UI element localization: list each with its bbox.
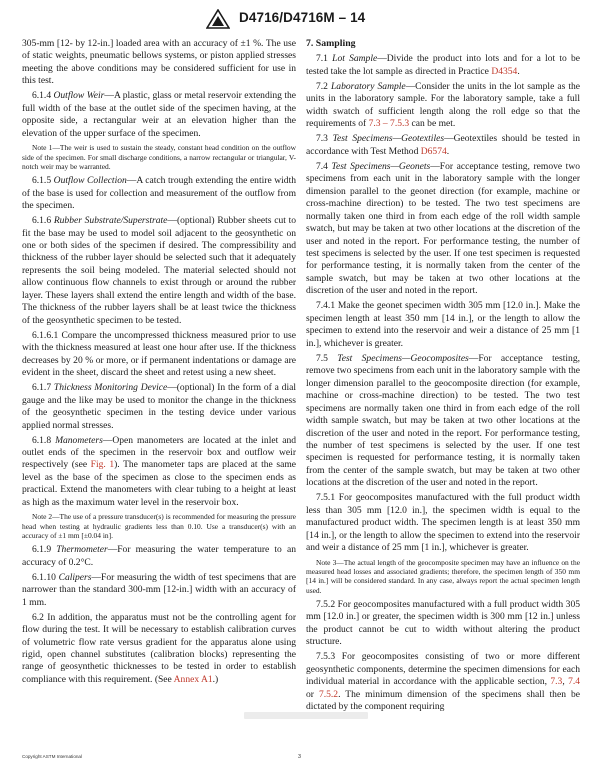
- section-title: Thickness Monitoring Device: [53, 382, 168, 394]
- left-column: [22, 38, 296, 689]
- paragraph-text: —For measuring the water temperature to an accuracy of 0.2°C.: [22, 544, 296, 568]
- paragraph-text: —A plastic, glass or metal reservoir extending the full width of the base at the outlet side of the specimen having, at the opposite side, a rectangular weir at an elevation higher than the elevation of the upper surface of the specimen.: [22, 90, 297, 139]
- note-2: Note 2—The use of a pressure transducer(s) is recommended for measuring the pressure head when testing at hydraulic gradients less than 0.10. Use a transducer(s) with an accuracy of ±1 mm [±0.04 in].: [22, 512, 296, 540]
- paragraph-text: —Divide the product into lots and for a lot to be tested take the lot sample as directed in Practice: [306, 53, 580, 77]
- paragraph-7-4-1: 7.4.1 Make the geonet specimen width 305 mm [12.0 in.]. Make the specimen length at least 350 mm [14 in.], or the length to allow the specimen to extend into the reservoir and weir a distance of 25 mm [1 in.], whichever is greater.: [306, 300, 580, 349]
- paragraph-text: ). The manometer taps are placed at the same level as the base of the specimen as close to the specimen ends as practical. Extend the manometers with clear tubing to a height at least as high as the maximum water level in the reservoir box.: [22, 459, 296, 508]
- paragraph-7-4: [306, 161, 580, 298]
- paragraph-text: —For measuring the width of test specimens that are narrower than the standard 300-mm [12-in.] width with an accuracy of 1 mm.: [22, 571, 296, 608]
- paragraph-text: 6.2 In addition, the apparatus must not be the controlling agent for flow during the test. It will be necessary to establish calibration curves of volumetric flow rate versus gradient for the apparatus alone using rigid, open channel substitutes (calibration blocks) representing the range of geosynthetic thicknesses to be tested in order to establish compliance with this requirement. (See: [22, 611, 296, 685]
- standard-link[interactable]: D6574: [420, 145, 447, 157]
- paragraph-6-1-8: [22, 435, 296, 510]
- paragraph-text: —Geotextiles should be tested in accordance with Test Method: [306, 133, 580, 157]
- section-heading: 7. Sampling: [306, 38, 356, 49]
- paragraph-text: .: [446, 145, 450, 157]
- section-number: 6.1.4: [32, 90, 52, 102]
- paragraph-text: —For acceptance testing, remove two specimens from each unit in the laboratory sample with the longer dimension parallel to the geocomposite direction (for example, machine or cross-machine direction) to be tested. The two test specimens are normally taken one third in from each edge of the roll width sample swatch, but may be taken at two other locations at the discretion of the user and noted in the report. For performance testing, the number of test specimens is selected by the user. If one test specimen is requested for performance testing, it is normally taken from the center of the sample swatch, but may be taken at two other locations at the discretion of the user and noted in the report.: [306, 352, 580, 489]
- section-number: 6.1.5: [32, 175, 52, 187]
- paragraph-7-5-2: 7.5.2 For geocomposites manufactured with a full product width 305 mm [12.0 in.] or greater, the specimen width is 300 mm [12 in.] unless the product cannot be cut to width without altering the product structure.: [306, 598, 580, 648]
- separator: ,: [562, 676, 569, 688]
- paragraph-text: .): [212, 673, 219, 685]
- section-number: 7.1: [316, 53, 328, 65]
- section-title: Rubber Substrate/Superstrate: [53, 215, 168, 227]
- section-number: 7.4: [316, 160, 328, 172]
- section-link[interactable]: 7.4: [568, 676, 580, 688]
- section-number: 6.1.8: [32, 434, 52, 446]
- section-title: Calipers: [58, 571, 92, 583]
- page-header: [0, 8, 600, 32]
- paragraph-text: .: [517, 65, 520, 77]
- paragraph-text: —Consider the units in the lot sample as the units in the laboratory sample. For the laboratory sample, take a full width swatch of sufficient length along the roll edge so that the requirements of: [306, 80, 580, 130]
- paragraph-6-1-6-1: 6.1.6.1 Compare the uncompressed thickness measured prior to use with the thickness measured at least one hour after use. If the thickness decreases by 20 % or more, or if permanent indentations or damage are evident in the sheet, discard the sheet and retest using a new sheet.: [22, 329, 296, 379]
- paragraph-7-5: [306, 353, 580, 490]
- figure-link[interactable]: Fig. 1: [90, 459, 115, 471]
- paragraph-7-3: [306, 133, 580, 158]
- paragraph-6-1-4: [22, 90, 296, 140]
- section-title: Test Specimens—Geocomposites: [337, 352, 469, 364]
- section-number: 6.1.9: [32, 544, 52, 556]
- document-designation: D4716/D4716M – 14: [239, 10, 366, 25]
- right-column: [306, 38, 580, 716]
- separator: or: [306, 688, 319, 700]
- page-footer: [22, 754, 582, 762]
- section-number: 6.1.6: [32, 215, 52, 227]
- paragraph-text: 7.5.3 For geocomposites consisting of two or more different geosynthetic components, determine the specimen dimensions for each individual material in accordance with the applicable section,: [306, 651, 580, 688]
- paragraph-6-1-6: [22, 215, 296, 327]
- astm-logo: [206, 9, 230, 29]
- paragraph-text: . The minimum dimension of the specimens shall then be dictated by the component requiring: [306, 688, 580, 713]
- paragraph: 305-mm [12- by 12-in.] loaded area with an accuracy of ±1 %. The use of static weights, pneumatic bellows systems, or piston applied stresses meeting the above conditions may be considered sufficient for use in this test.: [22, 38, 296, 87]
- paragraph-6-2: [22, 612, 296, 687]
- paragraph-7-5-1: 7.5.1 For geocomposites manufactured with the full product width less than 305 mm [12.0 in.], the specimen width is equal to the manufactured product width. The specimen length is at least 350 mm [14 in.], or the length to allow the specimen to extend into the reservoir and weir a distance of 25 mm [1 in.], whichever is greater.: [306, 492, 580, 554]
- section-title: Outflow Collection: [53, 175, 127, 187]
- section-number: 7.2: [316, 80, 328, 92]
- section-link[interactable]: 7.3: [550, 676, 563, 688]
- section-number: 7.5: [316, 352, 328, 364]
- section-title: Laboratory Sample: [330, 80, 406, 92]
- paragraph-text: —For acceptance testing, remove two specimens from each unit in the laboratory sample with the longer dimension parallel to the geonet direction (for example, machine or cross-machine direction) to be tested. The two test specimens are normally taken one third in from each edge of the roll width sample swatch, but may be taken at two other locations at the discretion of the user and noted in the report. For performance testing, the number of test specimens is selected by the user. If one test specimen is requested for performance testing, it is normally taken from the center of the sample swatch, but may be taken at two other locations at the discretion of the user and noted in the report.: [306, 160, 580, 297]
- section-title: Thermometer: [56, 544, 108, 556]
- section-link[interactable]: 7.5.2: [318, 688, 339, 700]
- page-number: 3: [298, 754, 301, 760]
- section-number: 7.3: [316, 133, 328, 145]
- paragraph-7-5-3: [306, 651, 580, 713]
- paragraph-6-1-7: [22, 382, 296, 432]
- section-number: 6.1.7: [32, 382, 52, 394]
- section-title: Test Specimens—Geonets: [331, 160, 431, 172]
- paragraph-text: —A catch trough extending the entire width of the base is used for collection and measurement of the outflow from the specimen.: [22, 175, 296, 212]
- section-title: Lot Sample: [332, 53, 378, 65]
- note-3: Note 3—The actual length of the geocomposite specimen may have an influence on the measured head losses and associated gradients; therefore, the specimen length of 350 mm [14 in.] will be considered standard. In any case, always report the actual specimen length used.: [306, 557, 580, 595]
- paragraph-text: —Open manometers are located at the inlet and outlet ends of the specimen in the reservoir box and outflow weir respectively (see: [22, 434, 296, 471]
- paragraph-text: —(optional) Rubber sheets cut to fit the base may be used to model soil adjacent to the geosynthetic on one or both sides of the specimen if desired. The compressibility and thickness of the rubber layer should be selected such that it adequately represents the soil being modeled. The material selected should not allow continuous flow channels to exist through or around the rubber layer. These layers shall extend the entire length and width of the base. The thickness of the rubber layers shall be at least twice the thickness of the geosynthetic specimen to be tested.: [22, 215, 297, 326]
- section-number: 6.1.10: [32, 571, 56, 583]
- note-1: Note 1—The weir is used to sustain the steady, constant head condition on the outflow side of the specimen. For small discharge conditions, a narrow rectangular or triangular, V-notch weir may be warranted.: [22, 143, 296, 171]
- paragraph-text: can be met.: [409, 118, 456, 130]
- section-title: Test Specimens—Geotextiles: [332, 133, 445, 145]
- paragraph-7-2: [306, 81, 580, 131]
- watermark-band: [244, 712, 368, 719]
- paragraph-6-1-5: [22, 175, 296, 212]
- paragraph-7-1: [306, 53, 580, 78]
- paragraph-6-1-10: [22, 572, 296, 609]
- section-title: Manometers: [55, 434, 103, 446]
- paragraph-6-1-9: [22, 544, 296, 569]
- annex-link[interactable]: Annex A1: [173, 673, 213, 685]
- paragraph-text: —(optional) In the form of a dial gauge and the like may be used to monitor the change in the thickness of the geosynthetic specimen in the testing device under various applied normal stresses.: [22, 382, 296, 431]
- copyright-notice: Copyright ASTM International: [22, 754, 83, 759]
- standard-link[interactable]: D4354: [491, 65, 518, 77]
- section-link[interactable]: 7.3 – 7.5.3: [368, 118, 410, 130]
- section-title: Outflow Weir: [53, 90, 105, 102]
